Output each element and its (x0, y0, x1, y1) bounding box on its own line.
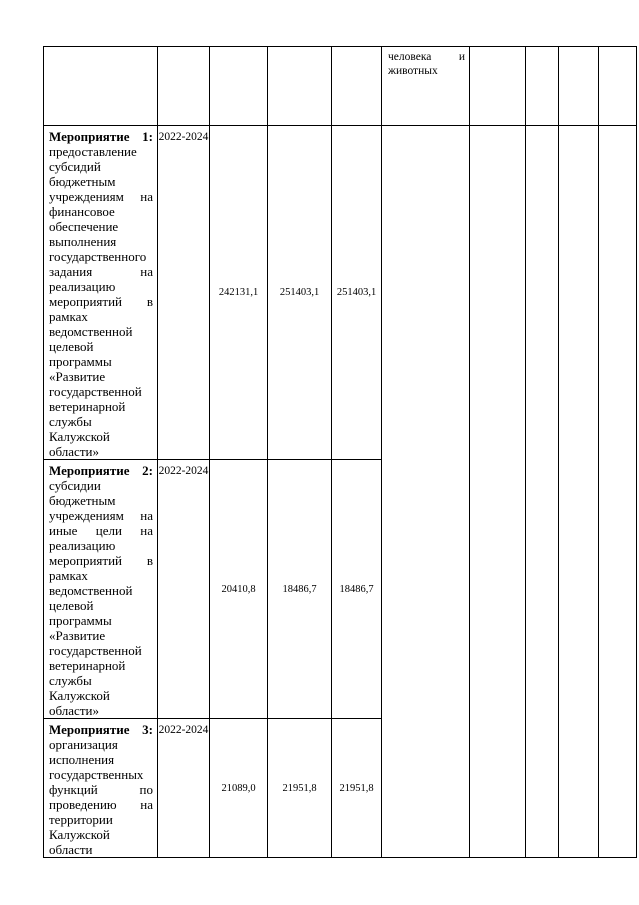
value-2023: 21951,8 (268, 719, 332, 858)
value-2024: 18486,7 (332, 460, 382, 719)
measure-text: субсидии бюджетным учреждениям на иные цели на реализацию мероприятий в рамках ведомственной целевой программы «Развитие государственной ветеринарной службы Калужской области» (49, 478, 153, 718)
cell-empty (268, 47, 332, 126)
measure-text: организация исполнения государственных функций по проведению на территории Калужской области (49, 737, 153, 857)
measure-text: предоставление субсидий бюджетным учреждениям на финансовое обеспечение выполнения государственного задания на реализацию мероприятий в рамках ведомственной целевой программы «Развитие государственной ветеринарной службы Калужской области» (49, 144, 153, 459)
value-2022: 21089,0 (210, 719, 268, 858)
measure-title-sep: : (148, 463, 153, 478)
measure-period: 2022-2024 (158, 719, 210, 858)
measure-title: Мероприятие 1 (49, 129, 149, 144)
merged-result-cell (382, 126, 470, 858)
merged-cell (470, 126, 526, 858)
value-2022: 242131,1 (210, 126, 268, 460)
cell-empty (559, 47, 599, 126)
merged-cell (526, 126, 559, 858)
value-2023: 18486,7 (268, 460, 332, 719)
value-2023: 251403,1 (268, 126, 332, 460)
measure-title-sep: : (148, 129, 153, 144)
measure-description (44, 719, 158, 858)
value-2022: 20410,8 (210, 460, 268, 719)
table-row-continuation (44, 47, 637, 126)
result-cell (382, 47, 470, 126)
cell-empty (526, 47, 559, 126)
cell-empty (44, 47, 158, 126)
table-row-measure-1 (44, 126, 637, 460)
measure-description (44, 460, 158, 719)
cell-empty (210, 47, 268, 126)
value-2024: 251403,1 (332, 126, 382, 460)
measure-period: 2022-2024 (158, 460, 210, 719)
value-2024: 21951,8 (332, 719, 382, 858)
cell-empty (599, 47, 637, 126)
result-word-2: и (458, 51, 465, 63)
cell-empty (158, 47, 210, 126)
merged-cell (599, 126, 637, 858)
measure-period: 2022-2024 (158, 126, 210, 460)
merged-cell (559, 126, 599, 858)
cell-empty (470, 47, 526, 126)
measure-title: Мероприятие 3 (49, 722, 149, 737)
result-word-3: животных (388, 65, 438, 77)
measure-description (44, 126, 158, 460)
program-table (43, 46, 637, 858)
cell-empty (332, 47, 382, 126)
result-word-1: человека (388, 51, 432, 63)
measure-title-sep: : (148, 722, 153, 737)
measure-title: Мероприятие 2 (49, 463, 149, 478)
